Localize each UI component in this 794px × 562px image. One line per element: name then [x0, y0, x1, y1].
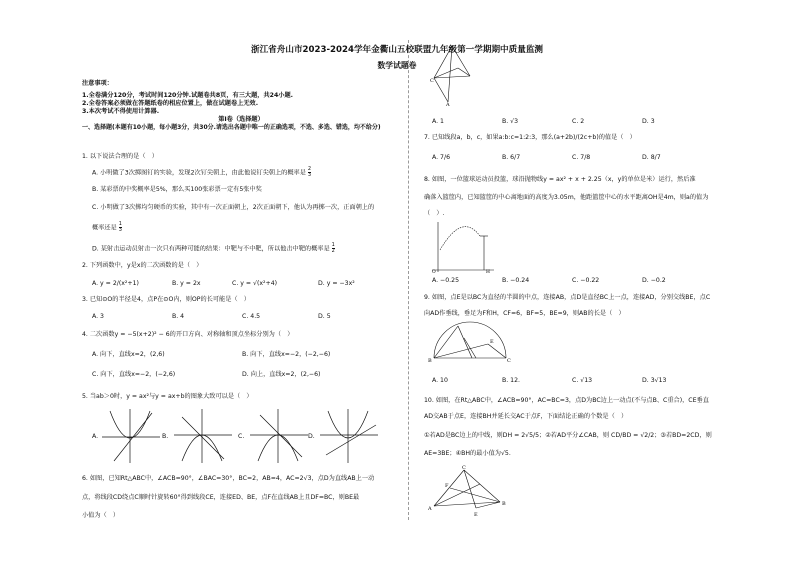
q5-graph-c	[250, 409, 308, 463]
q8-option-b: B. −0.24	[502, 277, 530, 284]
q1-option-a-text: A. 小明做了3次掷图钉的实验，发现2次钉尖朝上，由此他说钉尖朝上的概率是	[92, 169, 306, 177]
q2-option-c: C. y = √(x²+4)	[232, 280, 278, 287]
q5-label-d: D.	[308, 433, 315, 440]
q5-label-c: C.	[238, 433, 245, 440]
q8-point-o: O	[432, 270, 436, 274]
q2-option-a: A. y = 2/(x²+1)	[92, 280, 139, 287]
q8-line1: 8. 如图，一位篮球运动员投篮，球沿抛物线y = ax² + x + 2.25（x，y的单位是米）运行，然后准	[424, 176, 696, 183]
q3-option-d: D. 5	[318, 313, 331, 320]
column-divider	[408, 40, 409, 520]
q5-graph-a	[102, 409, 160, 463]
q5-label-b: B.	[162, 433, 169, 440]
q8-option-c: C. −0.22	[572, 277, 600, 284]
q9-option-b: B. 12.	[502, 377, 521, 384]
q6-option-c: C. 2	[572, 118, 585, 125]
q9-figure	[428, 318, 512, 366]
q7-option-b: B. 6/7	[502, 154, 521, 161]
q8-line2: 确落入篮筐内，已知篮筐的中心离地面的高度为3.05m，他距篮筐中心的水平距离OH是4m，则a的值为	[424, 194, 709, 201]
q2-option-d: D. y = −3x²	[318, 280, 355, 287]
q10-line3: ①若AD是BC边上的中线，则DH = 2√5/5；②若AD平分∠CAB，则 CD/BD = √2/2；③若BD=2CD，则	[424, 432, 712, 439]
q10-point-f: F	[445, 483, 449, 489]
q3-option-b: B. 4	[172, 313, 185, 320]
q1-c-numerator: 1	[118, 221, 122, 227]
q1-stem: 1. 以下说法合理的是（ ）	[82, 153, 158, 160]
q9-point-e: E	[490, 339, 494, 345]
q6-line1: 6. 如图，已知Rt△ABC中，∠ACB=90°，∠BAC=30°，BC=2，AB=4，AC=2√3，点D为直线AB上一动	[82, 475, 375, 482]
q5-graphs	[100, 405, 400, 465]
q6-line2: 点，将线段CD绕点C顺时针旋转60°得到线段CE，连接ED、BE，点F在直线AB上且DF=BC，则BE最	[82, 494, 360, 501]
exam-title: 浙江省舟山市2023-2024学年金衢山五校联盟九年级第一学期期中质量监测	[250, 45, 544, 55]
q3-stem: 3. 已知⊙O的半径是4，点P在⊙O内，则OP的长可能是（ ）	[82, 296, 250, 303]
q1-option-d-text: D. 某射击运动员射击一次只有两种可能的结果：中靶与不中靶，所以他击中靶的概率是	[92, 245, 330, 253]
q8-figure	[428, 218, 498, 274]
section-heading: 一、选择题(本题有10小题，每小题3分，共30分.请选出各题中唯一的正确选项，不选、多选、错选，均不给分)	[82, 124, 381, 131]
q7-option-c: C. 7/8	[572, 154, 591, 161]
notice-line-2: 2.全卷答案必须做在答题纸卷的相应位置上，做在试题卷上无效.	[82, 100, 259, 107]
q9-line2: 向AD作垂线，垂足为F和H，CF=6，BF=5，BE=9，则AB的长是（ ）	[424, 310, 625, 317]
notice-line-3: 3.本次考试不得使用计算器.	[82, 108, 160, 115]
q9-option-d: D. 3√13	[642, 377, 667, 384]
q8-point-h: H	[486, 270, 490, 274]
q6-option-b: B. √3	[502, 118, 519, 125]
q7-stem: 7. 已知线段a，b，c，如果a:b:c=1:2:3，那么(a+2b)/(2c+b)的值是（ ）	[424, 134, 636, 141]
q5-label-a: A.	[92, 433, 99, 440]
q2-option-b: B. y = 2x	[172, 280, 201, 287]
q6-point-c: C	[430, 78, 434, 84]
q7-option-a: A. 7/6	[432, 154, 451, 161]
q9-point-b: B	[428, 358, 432, 364]
q10-line2: AD交AB于点E，连接BH并延长交AC于点F，下面结论正确的个数是（ ）	[424, 413, 628, 420]
q10-point-b: B	[502, 501, 506, 507]
q1-d-denominator: 2	[331, 248, 335, 254]
q10-figure	[428, 462, 520, 518]
q8-line3: （ ）.	[424, 210, 445, 217]
q10-point-e: E	[474, 512, 478, 518]
q1-a-numerator: 2	[307, 166, 312, 172]
q3-option-c: C. 4.5	[242, 313, 261, 320]
q1-option-a-fraction	[308, 167, 311, 178]
q1-option-d	[92, 243, 335, 254]
q1-option-a	[92, 167, 311, 178]
notice-heading: 注意事项：	[82, 80, 113, 87]
q4-option-a: A. 向下，直线x=2，(2,6)	[92, 351, 165, 358]
q7-option-d: D. 8/7	[642, 154, 661, 161]
q6-option-d: D. 3	[642, 118, 655, 125]
q4-option-d: D. 向上，直线x=2，(2,−6)	[242, 371, 321, 378]
q4-option-c: C. 向下，直线x=−2，(−2,6)	[92, 371, 176, 378]
q9-line1: 9. 如图，点E是以BC为直径的半圆的中点，连接AB，点D是直径BC上一点，连接AD，分别交线BE，点C	[424, 294, 711, 301]
q10-line4: AE=3BE；④BH的最小值为√5.	[424, 450, 511, 457]
q1-d-numerator: 1	[331, 242, 335, 248]
part-title: 第Ⅰ卷（选择题）	[218, 116, 264, 123]
notice-line-1: 1.全卷满分120分，考试时间120分钟.试题卷共8页，有三大题，共24小题.	[82, 92, 293, 99]
q1-option-b: B. 某彩票的中奖概率是5%，那么买100张彩票一定有5张中奖	[92, 186, 262, 193]
q8-option-d: D. −0.2	[642, 277, 666, 284]
q4-option-b: B. 向下，直线x=−2，(−2,−6)	[242, 351, 331, 358]
q5-stem: 5. 当ab＞0时，y = ax²与y = ax+b的图象大致可以是（ ）	[82, 393, 253, 400]
q1-option-c-fraction	[119, 222, 122, 233]
q6-figure	[428, 44, 474, 106]
q3-option-a: A. 3	[92, 313, 104, 320]
q10-point-a: A	[428, 506, 432, 512]
q1-option-c-text: 概率还是	[92, 224, 117, 232]
q1-option-c-line2	[92, 222, 122, 233]
q5-graph-b	[174, 409, 232, 463]
q4-stem: 4. 二次函数y = −5(x+2)² − 6的开口方向、对称轴和顶点坐标分别为（ ）	[82, 331, 294, 338]
q1-c-denominator: 3	[118, 227, 122, 233]
q6-option-a: A. 1	[432, 118, 444, 125]
q1-option-c-line1: C. 小明做了3次掷均匀硬币的实验，其中有一次正面朝上，2次正面朝下，他认为再掷一次，正面朝上的	[92, 204, 375, 211]
q5-graph-d	[320, 409, 378, 463]
q6-line3: 小值为（ ）	[82, 512, 120, 519]
q10-point-c: C	[462, 465, 466, 471]
q6-point-a: A	[446, 102, 450, 106]
q9-point-c: C	[507, 358, 511, 364]
q9-option-c: C. √13	[572, 377, 593, 384]
q1-option-d-fraction	[332, 243, 335, 254]
q9-option-a: A. 10	[432, 377, 448, 384]
q1-a-denominator: 3	[307, 172, 312, 178]
exam-subtitle: 数学试题卷	[377, 61, 417, 70]
q2-stem: 2. 下列函数中，y是x的二次函数的是（ ）	[82, 262, 203, 269]
q10-line1: 10. 如图，在Rt△ABC中，∠ACB=90°，AC=BC=3，点D为BC边上一动点(不与点B、C重合)，CE垂直	[424, 397, 709, 404]
q8-option-a: A. −0.25	[432, 277, 460, 284]
